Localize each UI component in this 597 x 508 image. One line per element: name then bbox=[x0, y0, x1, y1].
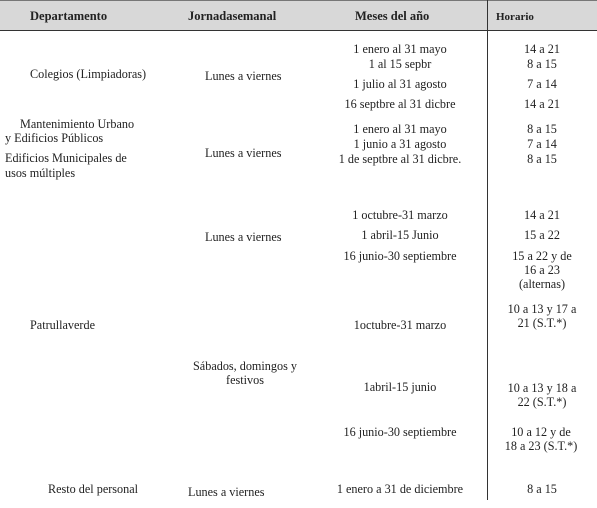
horario-mantenimiento-1: 8 a 15 bbox=[527, 122, 557, 136]
top-border bbox=[0, 0, 597, 1]
header-jornada: Jornadasemanal bbox=[188, 9, 277, 23]
jornada-colegios: Lunes a viernes bbox=[205, 69, 282, 83]
header-divider bbox=[0, 30, 597, 31]
departamento-mantenimiento-4: usos múltiples bbox=[5, 166, 76, 180]
meses-mantenimiento-2: 1 junio a 31 agosto bbox=[353, 137, 447, 151]
horario-mantenimiento-3: 8 a 15 bbox=[527, 152, 557, 166]
meses-patrulla-1: 1 octubre-31 marzo bbox=[352, 208, 448, 222]
horario-patrulla-3a: 15 a 22 y de bbox=[512, 249, 572, 263]
meses-mantenimiento-3: 1 de septbre al 31 dicbre. bbox=[338, 152, 462, 166]
meses-colegios-2: 1 al 15 sepbr bbox=[368, 57, 432, 71]
meses-patrulla-4: 1octubre-31 marzo bbox=[353, 318, 447, 332]
horario-patrulla-2: 15 a 22 bbox=[524, 228, 560, 242]
departamento-mantenimiento-2: y Edificios Públicos bbox=[5, 131, 104, 145]
horario-patrulla-1: 14 a 21 bbox=[524, 208, 560, 222]
meses-mantenimiento-1: 1 enero al 31 mayo bbox=[353, 122, 447, 136]
horario-patrulla-3c: (alternas) bbox=[518, 277, 565, 291]
jornada-patrulla-1: Lunes a viernes bbox=[205, 230, 282, 244]
jornada-patrulla-2a: Sábados, domingos y bbox=[193, 359, 297, 373]
meses-patrulla-6: 16 junio-30 septiembre bbox=[343, 425, 457, 439]
horario-resto: 8 a 15 bbox=[527, 482, 557, 496]
horario-colegios-4: 14 a 21 bbox=[524, 97, 560, 111]
header-horario: Horario bbox=[496, 11, 534, 23]
meses-patrulla-3: 16 junio-30 septiembre bbox=[343, 249, 457, 263]
jornada-patrulla-2b: festivos bbox=[226, 373, 264, 387]
departamento-resto: Resto del personal bbox=[48, 482, 139, 496]
horario-patrulla-5b: 22 (S.T.*) bbox=[517, 395, 567, 409]
horario-colegios-1: 14 a 21 bbox=[524, 42, 560, 56]
horario-patrulla-5a: 10 a 13 y 18 a bbox=[507, 381, 577, 395]
jornada-mantenimiento: Lunes a viernes bbox=[205, 146, 282, 160]
departamento-mantenimiento-1: Mantenimiento Urbano bbox=[20, 117, 135, 131]
horario-mantenimiento-2: 7 a 14 bbox=[527, 137, 557, 151]
departamento-patrulla: Patrullaverde bbox=[30, 318, 95, 332]
header-departamento: Departamento bbox=[30, 9, 108, 23]
jornada-resto: Lunes a viernes bbox=[188, 485, 265, 499]
departamento-colegios: Colegios (Limpiadoras) bbox=[30, 67, 147, 81]
horario-patrulla-6a: 10 a 12 y de bbox=[511, 425, 571, 439]
meses-colegios-3: 1 julio al 31 agosto bbox=[353, 77, 447, 91]
departamento-mantenimiento-3: Edificios Municipales de bbox=[5, 151, 127, 165]
horario-patrulla-6b: 18 a 23 (S.T.*) bbox=[504, 439, 578, 453]
horario-patrulla-4b: 21 (S.T.*) bbox=[517, 316, 567, 330]
meses-patrulla-2: 1 abril-15 Junio bbox=[361, 228, 439, 242]
horario-colegios-2: 8 a 15 bbox=[527, 57, 557, 71]
meses-patrulla-5: 1abril-15 junio bbox=[363, 380, 437, 394]
horario-colegios-3: 7 a 14 bbox=[527, 77, 557, 91]
meses-colegios-1: 1 enero al 31 mayo bbox=[353, 42, 447, 56]
meses-resto: 1 enero a 31 de diciembre bbox=[336, 482, 464, 496]
header-meses: Meses del año bbox=[355, 9, 430, 23]
meses-colegios-4: 16 septbre al 31 dicbre bbox=[344, 97, 456, 111]
horario-patrulla-3b: 16 a 23 bbox=[524, 263, 560, 277]
horario-patrulla-4a: 10 a 13 y 17 a bbox=[507, 302, 577, 316]
